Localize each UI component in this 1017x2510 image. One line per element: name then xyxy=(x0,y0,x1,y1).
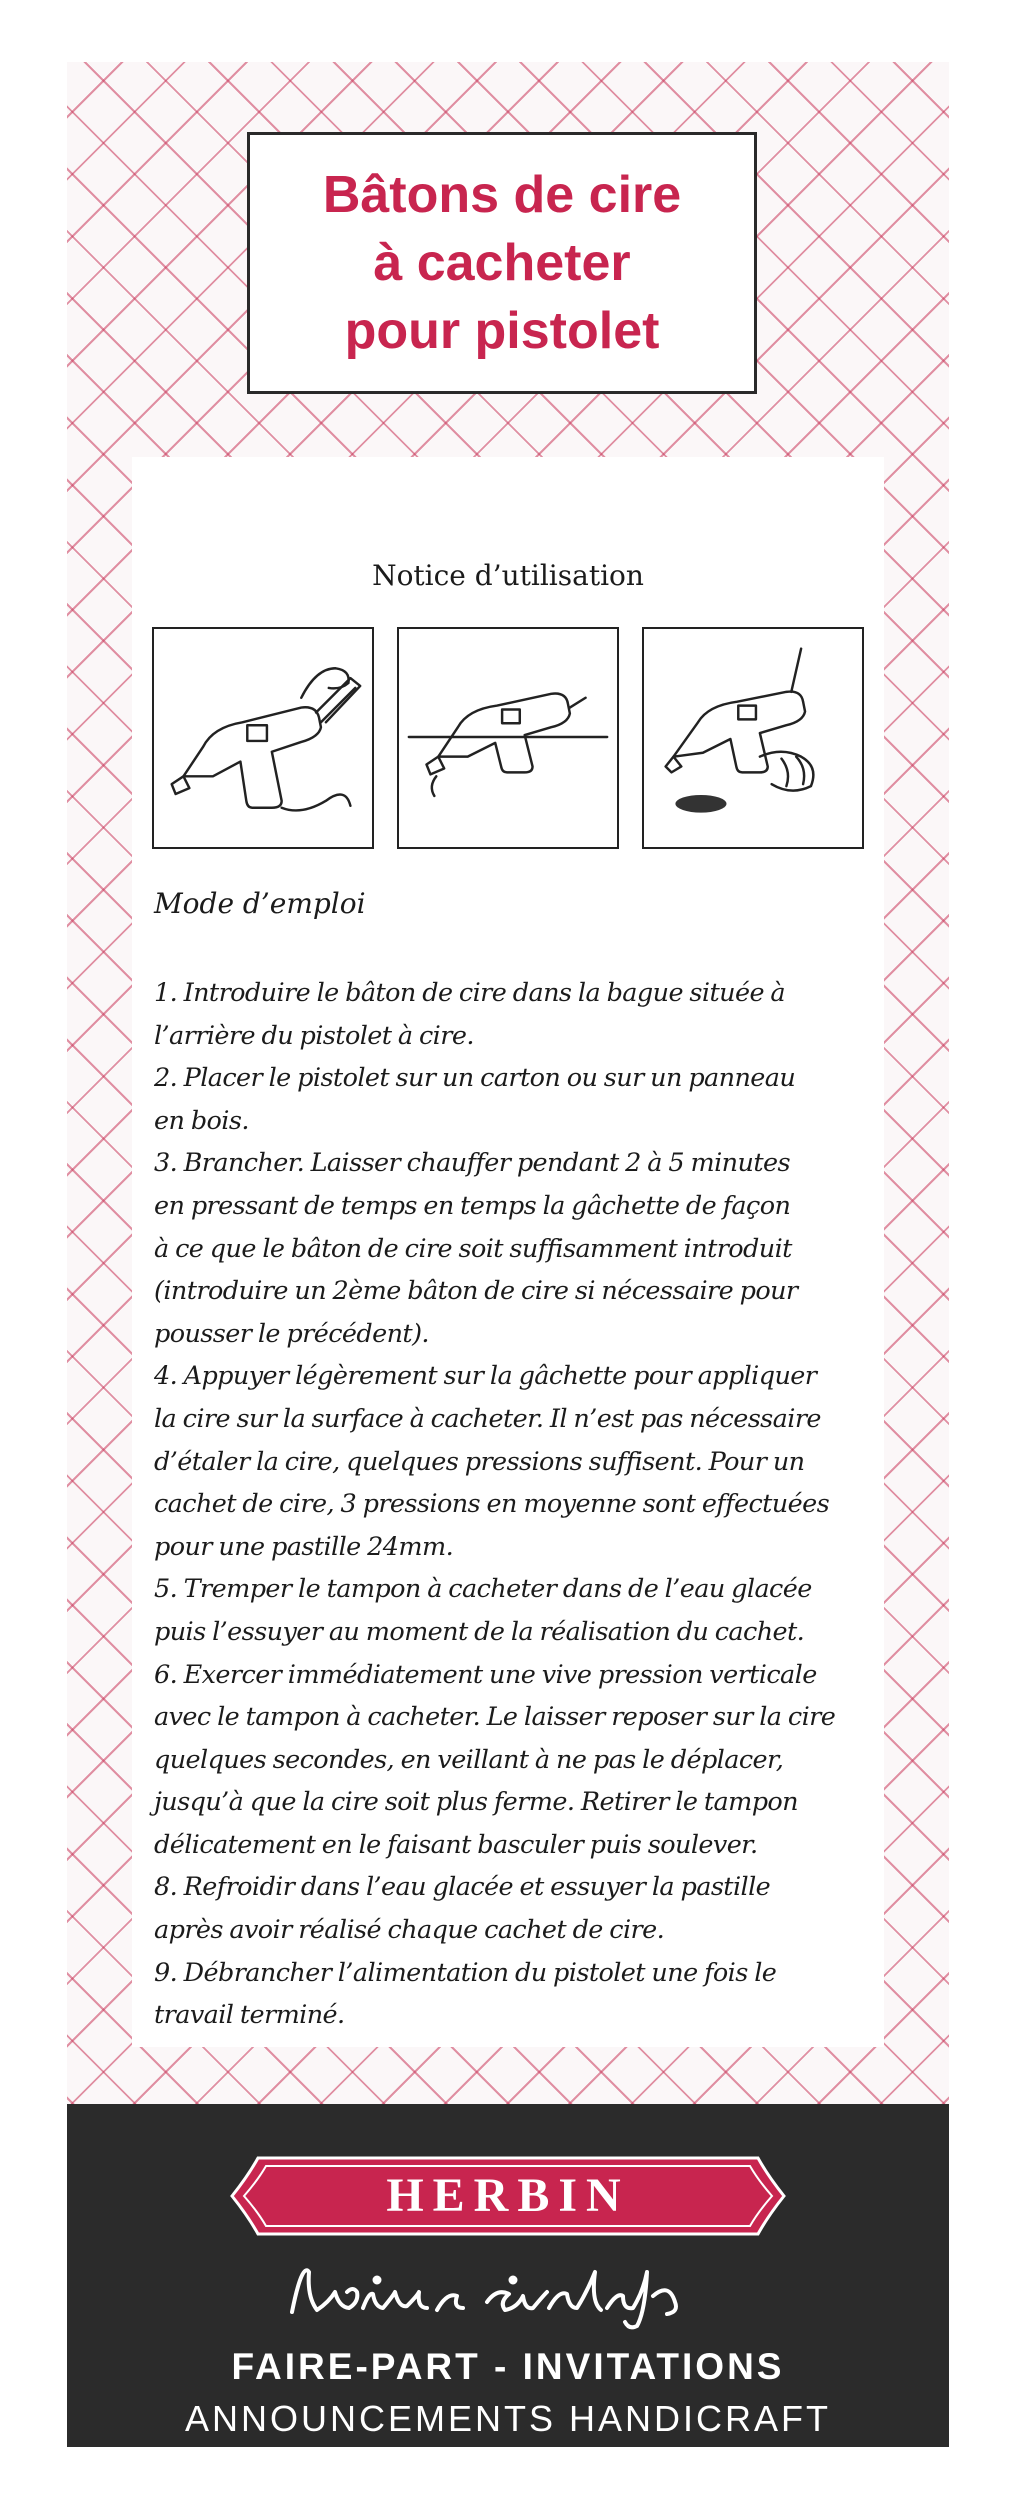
instruction-line: puis l’essuyer au moment de la réalisation du cachet. xyxy=(154,1616,805,1647)
mode-heading: Mode d’emploi xyxy=(154,887,366,920)
instructions-list xyxy=(154,972,869,2037)
instruction-line: pour une pastille 24mm. xyxy=(154,1531,454,1562)
brand-footer xyxy=(67,2104,949,2447)
instruction-line: à ce que le bâton de cire soit suffisamment introduit xyxy=(154,1233,792,1264)
instruction-line: cachet de cire, 3 pressions en moyenne sont effectuées xyxy=(154,1489,830,1520)
instruction-line: 1. Introduire le bâton de cire dans la bague située à xyxy=(154,978,786,1008)
instruction-line: 6. Exercer immédiatement une vive pression verticale xyxy=(154,1659,817,1690)
instruction-line: en pressant de temps en temps la gâchette de façon xyxy=(154,1190,791,1221)
footer-line-fr: FAIRE-PART - INVITATIONS xyxy=(231,2346,785,2387)
title-line-3: pour pistolet xyxy=(344,302,660,360)
instruction-line: 4. Appuyer légèrement sur la gâchette pour appliquer xyxy=(154,1361,817,1392)
instruction-line: travail terminé. xyxy=(154,2000,345,2031)
instruction-line: d’étaler la cire, quelques pressions suffisent. Pour un xyxy=(154,1446,805,1477)
instruction-line: avec le tampon à cacheter. Le laisser reposer sur la cire xyxy=(154,1702,836,1733)
instruction-line: 5. Tremper le tampon à cacheter dans de l’eau glacée xyxy=(154,1574,812,1605)
glue-gun-apply-icon xyxy=(644,629,862,847)
glue-gun-rest-icon xyxy=(399,629,617,847)
instruction-line: la cire sur la surface à cacheter. Il n’est pas nécessaire xyxy=(154,1403,821,1434)
instruction-line: pousser le précédent). xyxy=(154,1318,429,1349)
title-line-1: Bâtons de cire xyxy=(322,166,682,224)
title-line-2: à cacheter xyxy=(373,234,631,292)
title-box xyxy=(247,132,757,394)
instruction-line: délicatement en le faisant basculer puis soulever. xyxy=(154,1829,758,1860)
product-card xyxy=(67,62,949,2447)
instruction-line: jusqu’à que la cire soit plus ferme. Retirer le tampon xyxy=(154,1787,799,1818)
instruction-line: après avoir réalisé chaque cachet de cire. xyxy=(154,1915,665,1946)
glue-gun-insert-illustration xyxy=(152,627,374,849)
glue-gun-rest-illustration xyxy=(397,627,619,849)
glue-gun-apply-illustration xyxy=(642,627,864,849)
notice-heading: Notice d’utilisation xyxy=(372,559,644,592)
glue-gun-insert-icon xyxy=(154,629,372,847)
instruction-line: 9. Débrancher l’alimentation du pistolet une fois le xyxy=(154,1957,777,1988)
instructions-panel xyxy=(132,457,884,2047)
instruction-line: 8. Refroidir dans l’eau glacée et essuyer la pastille xyxy=(154,1872,771,1903)
wax-puddle-icon xyxy=(675,795,726,813)
footer-line-en: ANNOUNCEMENTS HANDICRAFT xyxy=(184,2398,831,2439)
instruction-line: (introduire un 2ème bâton de cire si nécessaire pour xyxy=(154,1276,798,1307)
instruction-line: 3. Brancher. Laisser chauffer pendant 2 à 5 minutes xyxy=(154,1148,790,1179)
instruction-line: quelques secondes, en veillant à ne pas le déplacer, xyxy=(154,1744,784,1775)
instruction-line: l’arrière du pistolet à cire. xyxy=(154,1020,474,1051)
brand-name: HERBIN xyxy=(386,2169,630,2222)
instruction-line: en bois. xyxy=(154,1105,249,1136)
instruction-line: 2. Placer le pistolet sur un carton ou sur un panneau xyxy=(154,1063,796,1094)
brand-badge xyxy=(228,2154,788,2238)
tagline-script-logo xyxy=(277,2252,697,2332)
